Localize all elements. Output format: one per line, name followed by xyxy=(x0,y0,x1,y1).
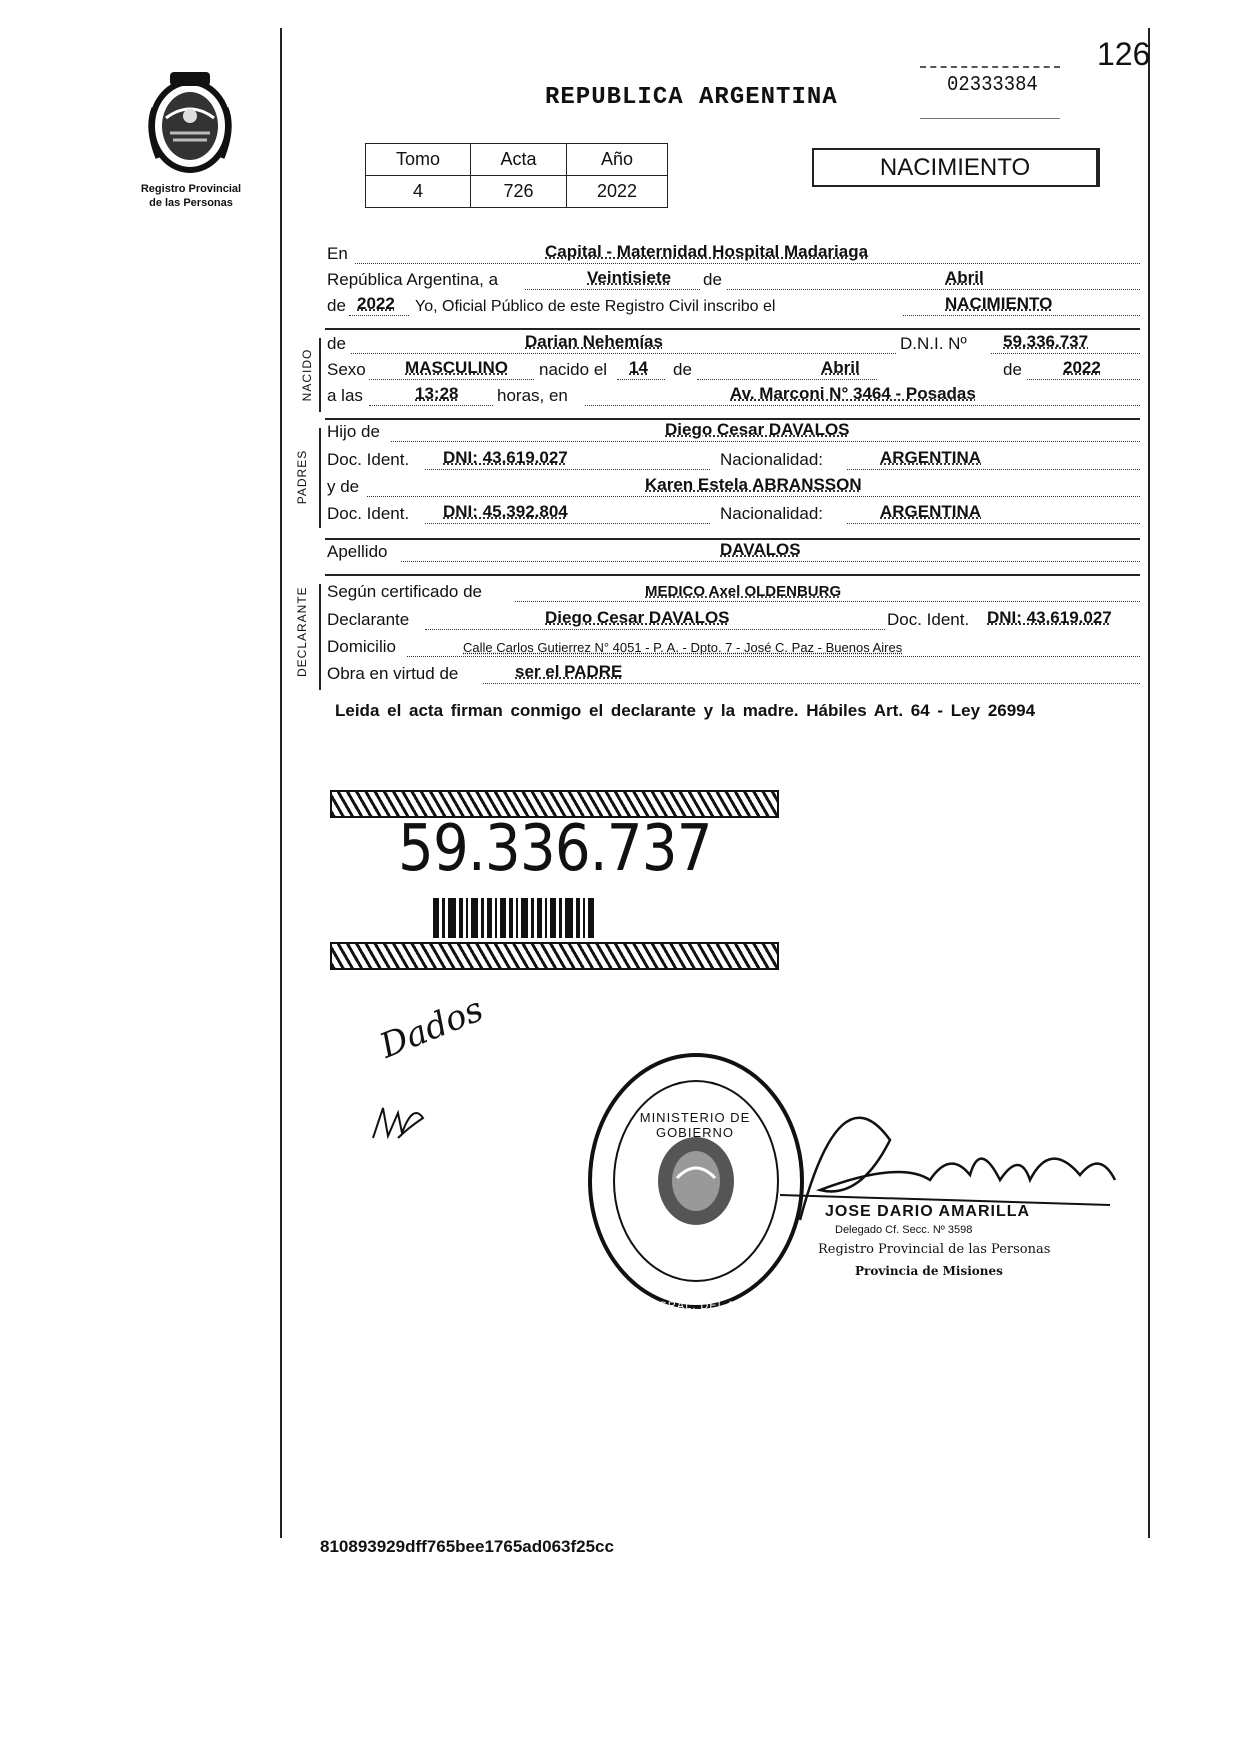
row-lugar xyxy=(325,242,1140,268)
document-hash: 810893929dff765bee1765ad063f25cc xyxy=(320,1537,614,1556)
document-type: NACIMIENTO xyxy=(879,154,1031,181)
row-declarante xyxy=(325,608,1140,634)
label-y-de: y de xyxy=(327,477,360,496)
row-nombre xyxy=(325,332,1140,358)
anio-value: 2022 xyxy=(567,176,668,208)
label-de-1: de xyxy=(703,270,722,289)
value-anio-acta: 2022 xyxy=(357,294,395,313)
label-dni: D.N.I. Nº xyxy=(900,334,967,353)
declarante-bracket xyxy=(319,584,321,690)
label-republica: República Argentina, a xyxy=(327,270,499,289)
label-nacionalidad-padre: Nacionalidad: xyxy=(720,450,824,469)
provincial-seal xyxy=(140,68,240,178)
value-mes-nac: Abril xyxy=(821,358,860,377)
tomo-header: Tomo xyxy=(366,144,471,176)
value-declarante: Diego Cesar DAVALOS xyxy=(545,608,730,627)
value-dia-texto: Veintisiete xyxy=(587,268,672,287)
label-nacionalidad-madre: Nacionalidad: xyxy=(720,504,824,523)
row-hora xyxy=(325,384,1140,410)
value-certificado: MEDICO Axel OLDENBURG xyxy=(645,583,842,600)
nacido-bracket xyxy=(319,338,321,412)
row-inscribe xyxy=(325,294,1140,320)
row-fecha-acta xyxy=(325,268,1140,294)
sticker-bottom-strip xyxy=(330,942,779,970)
page-number: 126 xyxy=(1097,36,1151,72)
label-doc-ident-madre: Doc. Ident. xyxy=(327,504,410,523)
label-domicilio: Domicilio xyxy=(327,637,396,656)
value-padre: Diego Cesar DAVALOS xyxy=(665,420,850,439)
value-madre: Karen Estela ABRANSSON xyxy=(645,475,862,494)
side-label-padres: PADRES xyxy=(295,449,309,505)
value-declarante-doc: DNI: 43.619.027 xyxy=(987,608,1112,627)
left-margin-rule xyxy=(280,28,282,1538)
value-lugar: Capital - Maternidad Hospital Madariaga xyxy=(545,242,869,261)
document-type-box xyxy=(812,148,1100,187)
acta-value: 726 xyxy=(471,176,567,208)
registry-caption-1: Registro Provincial xyxy=(140,183,242,195)
row-padre xyxy=(325,420,1140,446)
label-obra-en-virtud: Obra en virtud de xyxy=(327,664,459,683)
label-horas-en: horas, en xyxy=(497,386,568,405)
padres-bracket xyxy=(319,428,321,528)
label-en: En xyxy=(327,244,348,263)
row-domicilio xyxy=(325,635,1140,661)
value-padre-nac: ARGENTINA xyxy=(880,448,982,467)
official-name: JOSE DARIO AMARILLA xyxy=(825,1203,1031,1220)
acta-reference-table xyxy=(365,143,668,208)
value-dni: 59.336.737 xyxy=(1003,332,1089,351)
value-anio-nac: 2022 xyxy=(1063,358,1101,377)
row-sexo xyxy=(325,358,1140,384)
dni-barcode xyxy=(433,898,594,938)
label-doc-ident-padre: Doc. Ident. xyxy=(327,450,410,469)
official-round-stamp xyxy=(585,1050,807,1312)
value-madre-doc: DNI: 45.392.804 xyxy=(443,502,568,521)
value-obra: ser el PADRE xyxy=(515,662,623,681)
label-de-3: de xyxy=(327,334,346,353)
label-de-5: de xyxy=(1003,360,1022,379)
row-padre-doc xyxy=(325,448,1140,474)
value-hora: 13:28 xyxy=(415,384,459,403)
value-mes-acta: Abril xyxy=(945,268,984,287)
label-nacido-el: nacido el xyxy=(539,360,608,379)
label-de-2: de xyxy=(327,296,346,315)
label-doc-ident-declarante: Doc. Ident. xyxy=(887,610,970,629)
side-label-nacido: NACIDO xyxy=(300,348,314,402)
tomo-value: 4 xyxy=(366,176,471,208)
row-obra xyxy=(325,662,1140,688)
label-yo-oficial: Yo, Oficial Público de este Registro Civil inscribo el xyxy=(415,298,776,315)
margin-note-dados: Dados xyxy=(374,989,489,1067)
value-domicilio: Calle Carlos Gutierrez N° 4051 - P. A. - Dpto. 7 - José C. Paz - Buenos Aires xyxy=(463,640,903,655)
label-declarante: Declarante xyxy=(327,610,410,629)
label-apellido: Apellido xyxy=(327,542,388,561)
value-padre-doc: DNI: 43.619.027 xyxy=(443,448,568,467)
leida-statement: Leida el acta firman conmigo el declarante y la madre. Hábiles Art. 64 - Ley 26994 xyxy=(335,701,1036,720)
section-divider-4 xyxy=(325,574,1140,576)
registry-caption-2: de las Personas xyxy=(149,197,233,209)
document-country-title: REPUBLICA ARGENTINA xyxy=(545,84,838,111)
right-margin-rule xyxy=(1148,28,1150,1538)
label-a-las: a las xyxy=(327,386,363,405)
value-apellido: DAVALOS xyxy=(720,540,801,559)
row-apellido xyxy=(325,540,1140,566)
value-madre-nac: ARGENTINA xyxy=(880,502,982,521)
dni-sticker-number: 59.336.737 xyxy=(398,812,712,886)
label-hijo-de: Hijo de xyxy=(327,422,380,441)
value-nombre: Darian Nehemías xyxy=(525,332,663,351)
anio-header: Año xyxy=(567,144,668,176)
row-certificado xyxy=(325,580,1140,606)
section-divider-1 xyxy=(325,328,1140,330)
value-dia-nac: 14 xyxy=(629,358,648,377)
official-title: Delegado Cf. Secc. Nº 3598 xyxy=(835,1224,973,1236)
official-office: Registro Provincial de las Personas xyxy=(818,1242,1051,1257)
stamp-ring-text: DIRECC. GRAL. DEL REGISTRO PROVINCIAL DE LAS PERSONAS xyxy=(598,1300,798,1324)
serial-number: 02333384 xyxy=(947,74,1038,97)
official-province: Provincia de Misiones xyxy=(855,1264,1003,1278)
initials-mark xyxy=(368,1098,428,1153)
label-de-4: de xyxy=(673,360,692,379)
label-sexo: Sexo xyxy=(327,360,366,379)
stamp-inner-text: MINISTERIO DE GOBIERNO xyxy=(639,1110,751,1140)
value-sexo: MASCULINO xyxy=(405,358,508,377)
row-madre-doc xyxy=(325,502,1140,528)
value-direccion-nac: Av. Marconi N° 3464 - Posadas xyxy=(730,384,976,403)
row-madre xyxy=(325,475,1140,501)
value-inscribe: NACIMIENTO xyxy=(945,294,1053,313)
label-segun-certificado: Según certificado de xyxy=(327,582,482,601)
side-label-declarante: DECLARANTE xyxy=(295,586,309,677)
acta-header: Acta xyxy=(471,144,567,176)
